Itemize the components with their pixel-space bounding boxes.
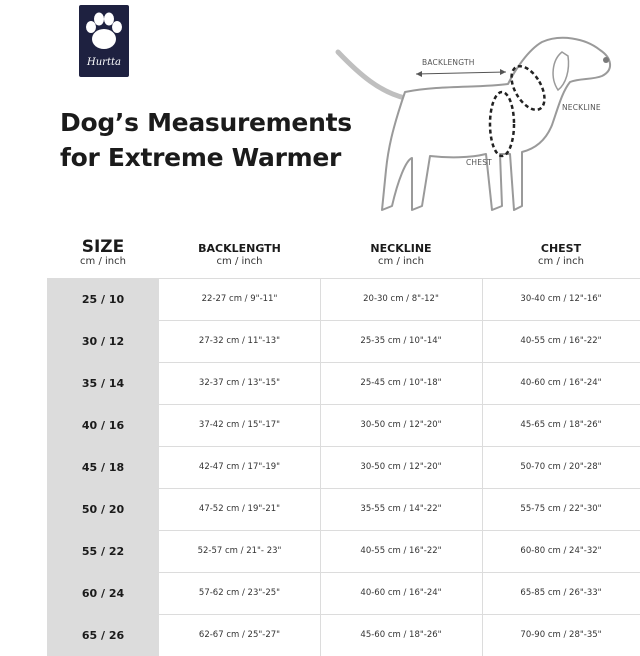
table-row [47,446,640,488]
header-chest-unit: cm / inch [538,256,584,267]
backlength-cell: 57-62 cm / 23"-25" [159,573,321,614]
page-title-line-1: Dog’s Measurements [60,108,352,137]
size-cell: 40 / 16 [47,405,159,446]
neckline-cell: 30-50 cm / 12"-20" [320,447,483,488]
chest-cell: 50-70 cm / 20"-28" [520,462,602,472]
header-backlength [159,238,320,267]
header-size-title: SIZE [81,237,125,257]
header-size-unit: cm / inch [80,256,126,267]
neckline-cell: 25-35 cm / 10"-14" [320,321,483,362]
chest-cell: 45-65 cm / 18"-26" [520,420,602,430]
table-row [47,488,640,530]
size-cell: 55 / 22 [47,531,159,572]
header-backlength-title: BACKLENGTH [198,242,281,255]
table-row [47,614,640,656]
header-neckline-title: NECKLINE [370,242,432,255]
neckline-cell: 40-60 cm / 16"-24" [320,573,483,614]
size-table-body [47,278,640,656]
table-row [47,404,640,446]
backlength-cell: 27-32 cm / 11"-13" [159,321,321,362]
header-chest-title: CHEST [540,242,582,255]
backlength-cell: 47-52 cm / 19"-21" [159,489,321,530]
neckline-cell: 40-55 cm / 16"-22" [320,531,483,572]
page-title-line-2: for Extreme Warmer [60,143,342,172]
backlength-cell: 42-47 cm / 17"-19" [159,447,321,488]
diagram-label-backlength: BACKLENGTH [422,58,475,67]
backlength-cell: 22-27 cm / 9"-11" [159,279,321,320]
chest-cell: 70-90 cm / 28"-35" [520,630,602,640]
size-cell: 25 / 10 [47,279,159,320]
dog-illustration [330,30,620,220]
chest-cell: 55-75 cm / 22"-30" [520,504,602,514]
table-row [47,362,640,404]
brand-name: Hurtta [87,57,121,68]
size-cell: 65 / 26 [47,615,159,656]
backlength-cell: 32-37 cm / 13"-15" [159,363,321,404]
header-chest [482,238,640,267]
chest-cell: 65-85 cm / 26"-33" [520,588,602,598]
size-cell: 60 / 24 [47,573,159,614]
size-cell: 35 / 14 [47,363,159,404]
table-row [47,320,640,362]
chest-cell: 30-40 cm / 12"-16" [520,294,602,304]
size-cell: 30 / 12 [47,321,159,362]
neckline-cell: 20-30 cm / 8"-12" [320,279,483,320]
backlength-cell: 37-42 cm / 15"-17" [159,405,321,446]
neckline-cell: 35-55 cm / 14"-22" [320,489,483,530]
chest-cell: 60-80 cm / 24"-32" [520,546,602,556]
backlength-cell: 52-57 cm / 21"- 23" [159,531,321,572]
header-neckline-unit: cm / inch [378,256,424,267]
size-table-header [0,238,640,274]
diagram-label-chest: CHEST [466,158,492,167]
size-cell: 45 / 18 [47,447,159,488]
table-row [47,530,640,572]
neckline-cell: 30-50 cm / 12"-20" [320,405,483,446]
neckline-cell: 25-45 cm / 10"-18" [320,363,483,404]
size-cell: 50 / 20 [47,489,159,530]
table-row [47,572,640,614]
brand-logo [79,5,129,77]
header-neckline [320,238,482,267]
chest-cell: 40-60 cm / 16"-24" [520,378,602,388]
dog-measurement-diagram [330,30,620,224]
backlength-cell: 62-67 cm / 25"-27" [159,615,321,656]
header-size [47,238,159,267]
table-row [47,278,640,320]
diagram-label-neckline: NECKLINE [562,103,601,112]
header-backlength-unit: cm / inch [216,256,263,267]
neckline-cell: 45-60 cm / 18"-26" [320,615,483,656]
chest-cell: 40-55 cm / 16"-22" [520,336,602,346]
